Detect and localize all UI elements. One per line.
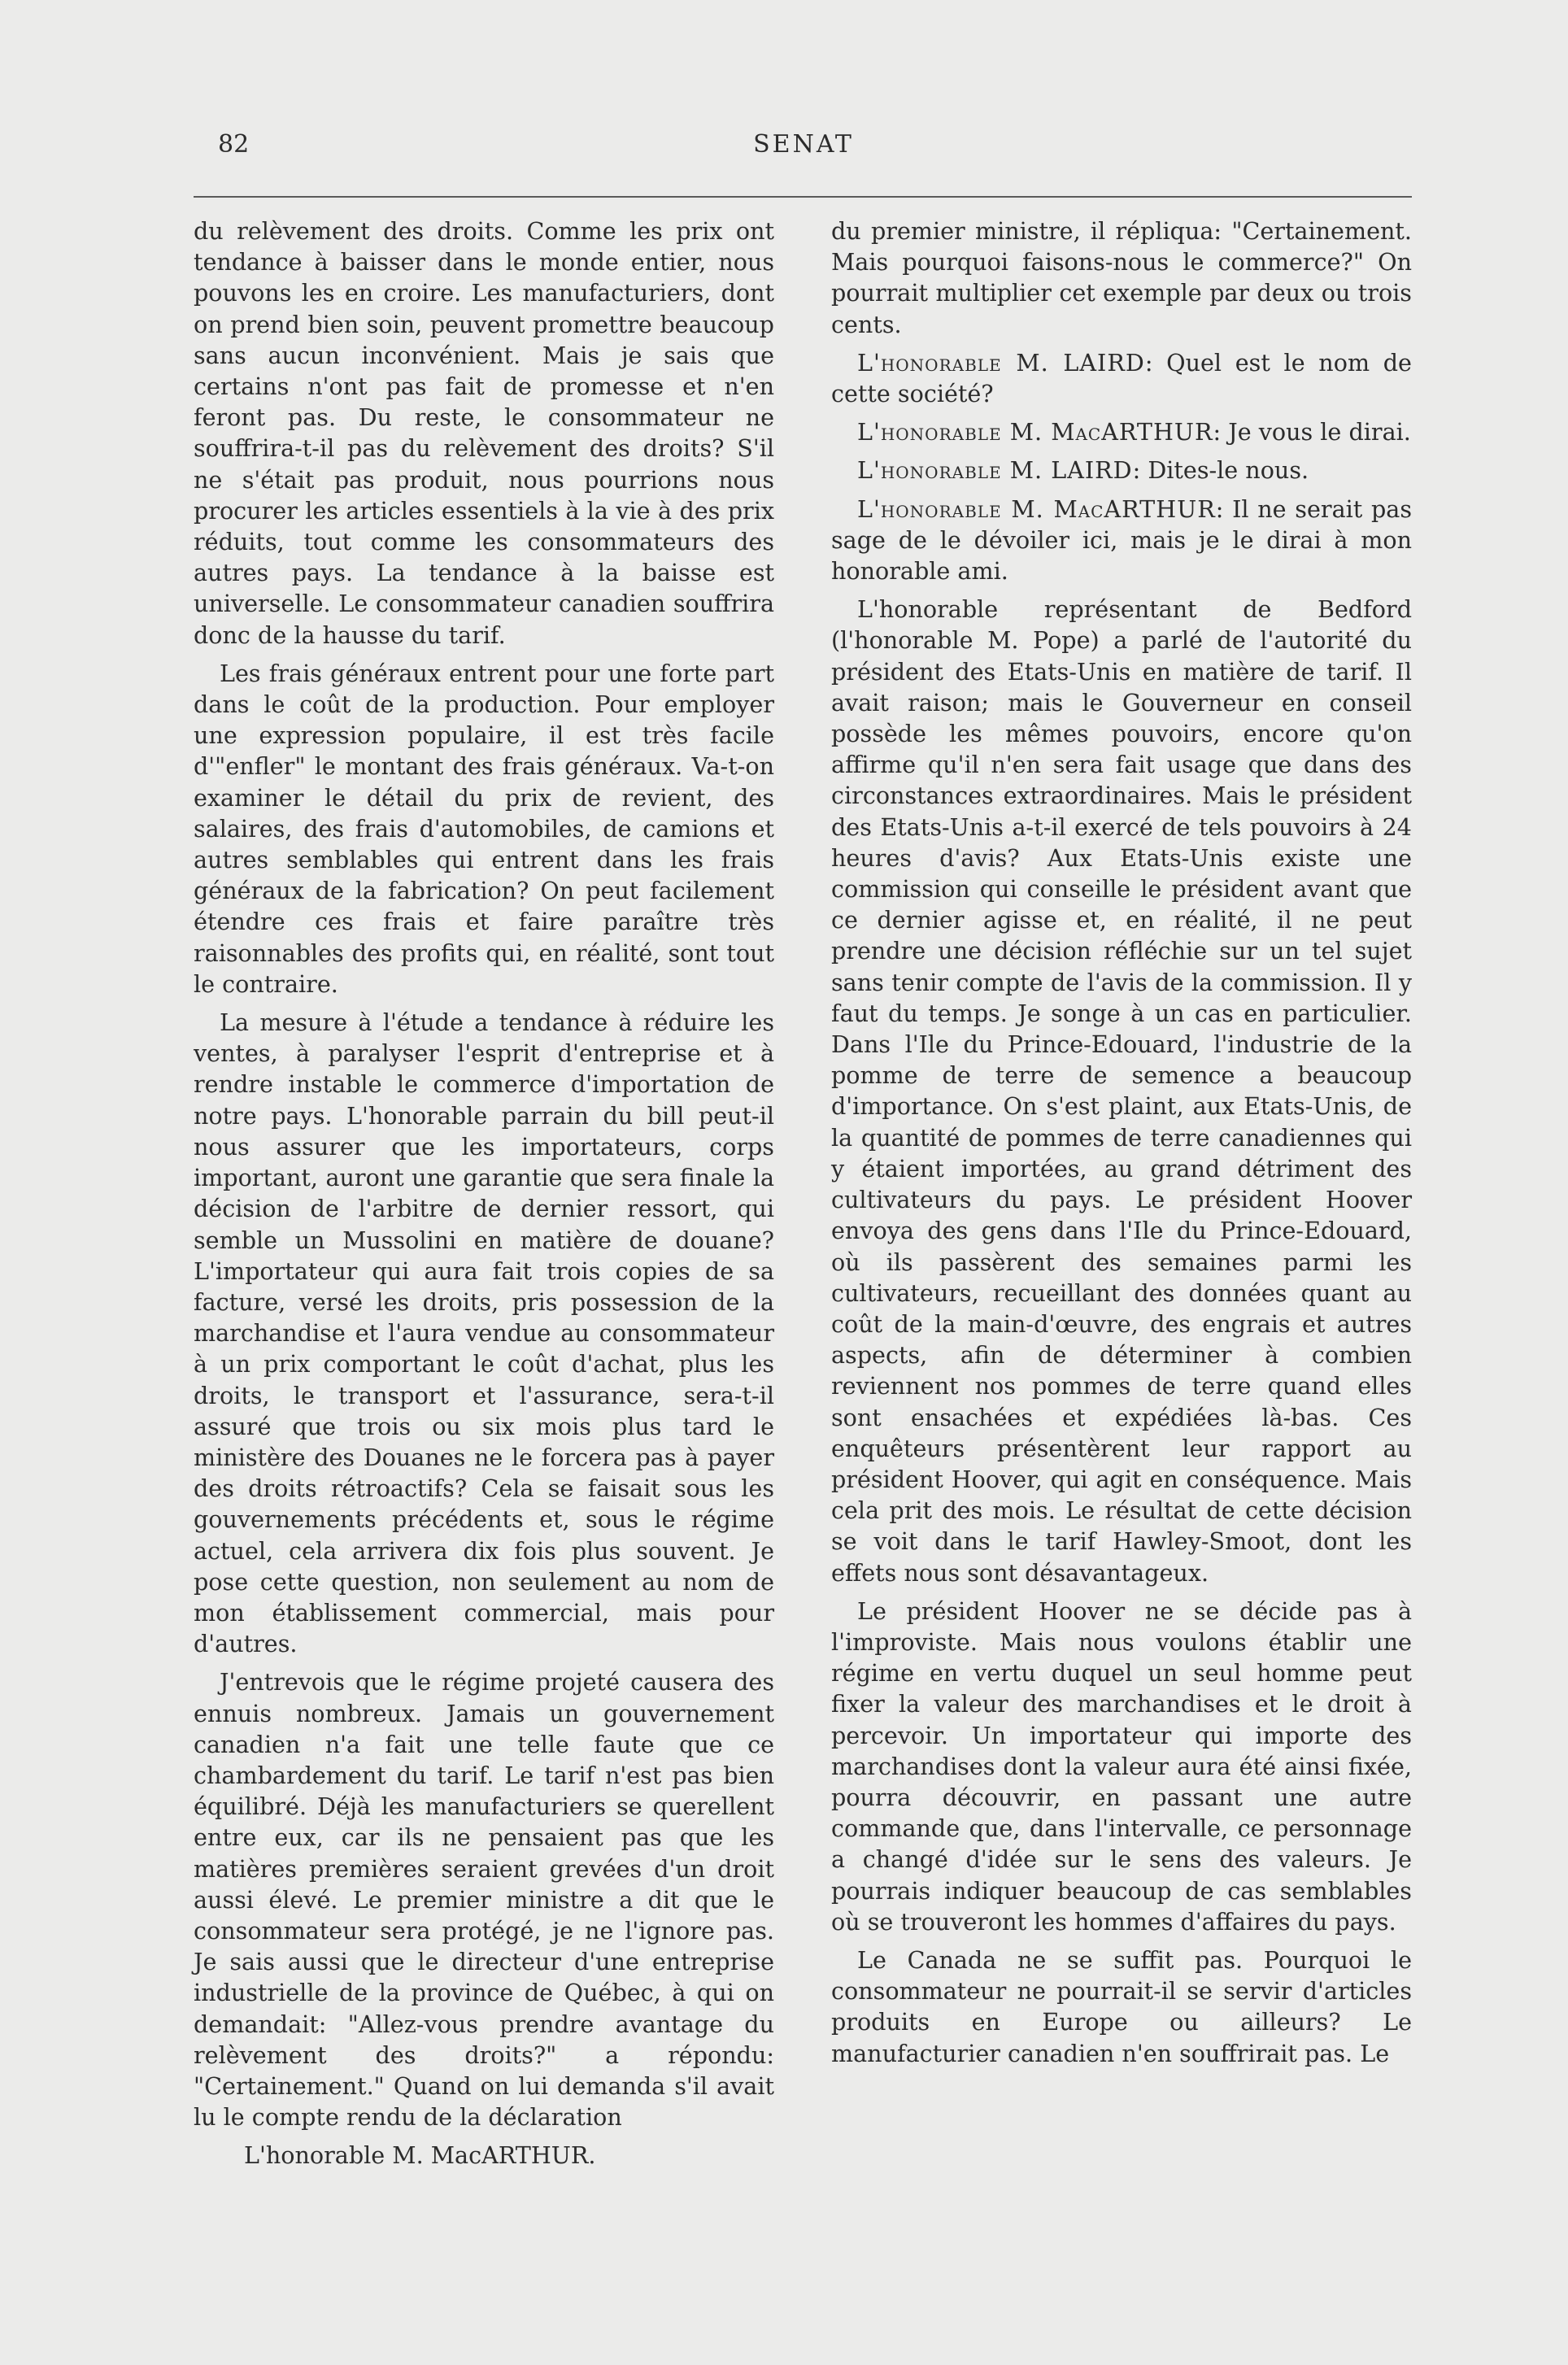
paragraph: Le Canada ne se suffit pas. Pourquoi le consommateur ne pourrait-il se servir d'articles produits en Europe ou ailleurs? Le manufacturier canadien n'en souffrirait pas. Le [831, 1945, 1412, 2067]
speech-text: : Je vous le dirai. [1213, 418, 1411, 446]
speech-paragraph [831, 494, 1412, 587]
catchword: L'honorable M. MacARTHUR. [244, 2141, 596, 2170]
speech-text: : Quel est le nom de cette société? [831, 348, 1412, 408]
paragraph: J'entrevois que le régime projeté causera des ennuis nombreux. Jamais un gouvernement canadien n'a fait une telle faute que ce chambardement du tarif. Le tarif n'est pas bien équilibré. Déjà les manufacturiers se querellent entre eux, car ils ne pensaient pas que les matières premières seraient grevées d'un droit aussi élevé. Le premier ministre a dit que le consommateur sera protégé, je ne l'ignore pas. Je sais aussi que le directeur d'une entreprise industrielle de la province de Québec, à qui on demandait: "Allez-vous prendre avantage du relèvement des droits?" a répondu: "Certainement." Quand on lui demanda s'il avait lu le compte rendu de la déclaration [194, 1668, 774, 2132]
paragraph: du premier ministre, il répliqua: "Certainement. Mais pourquoi faisons-nous le commerce?" On pourrait multiplier cet exemple par deux ou trois cents. [831, 217, 1412, 338]
header-rule [194, 196, 1412, 198]
paragraph: Les frais généraux entrent pour une forte part dans le coût de la production. Pour employer une expression populaire, il est très facile d'"enfler" le montant des frais généraux. Va-t-on examiner le détail du prix de revient, des salaires, des frais d'automobiles, de camions et autres semblables qui entrent dans les frais généraux de la fabrication? On peut facilement étendre ces frais et faire paraître très raisonnables des profits qui, en réalité, sont tout le contraire. [194, 659, 774, 998]
speech-paragraph [831, 347, 1412, 409]
speaker-name: L'honorable M. LAIRD [857, 456, 1133, 485]
right-column [831, 216, 1412, 2076]
speech-text: : Dites-le nous. [1132, 456, 1309, 485]
page-header [194, 130, 1413, 169]
speech-paragraph [831, 455, 1412, 486]
left-column [194, 216, 774, 2179]
page-number: 82 [218, 130, 250, 159]
speech-text: : Il ne serait pas sage de le dévoiler ici, mais je le dirai à mon honorable ami. [831, 494, 1412, 586]
running-title: SENAT [753, 130, 854, 159]
speaker-name: L'honorable M. LAIRD [857, 348, 1145, 377]
paragraph: La mesure à l'étude a tendance à réduire les ventes, à paralyser l'esprit d'entreprise et à rendre instable le commerce d'importation de notre pays. L'honorable parrain du bill peut-il nous assurer que les importateurs, corps important, auront une garantie que sera finale la décision de l'arbitre de dernier ressort, qui semble un Mussolini en matière de douane? L'importateur qui aura fait trois copies de sa facture, versé les droits, pris possession de la marchandise et l'aura vendue au consommateur à un prix comportant le coût d'achat, plus les droits, le transport et l'assurance, sera-t-il assuré que trois ou six mois plus tard le ministère des Douanes ne le forcera pas à payer des droits rétroactifs? Cela se faisait sous les gouvernements précédents et, sous le régime actuel, cela arrivera dix fois plus souvent. Je pose cette question, non seulement au nom de mon établissement commercial, mais pour d'autres. [194, 1008, 774, 1658]
speech-paragraph [831, 416, 1412, 447]
speaker-name: L'honorable M. MacARTHUR [857, 494, 1216, 523]
paragraph: du relèvement des droits. Comme les prix ont tendance à baisser dans le monde entier, nous pouvons les en croire. Les manufacturiers, dont on prend bien soin, peuvent promettre beaucoup sans aucun inconvénient. Mais je sais que certains n'ont pas fait de promesse et n'en feront pas. Du reste, le consommateur ne souffrira-t-il pas du relèvement des droits? S'il ne s'était pas produit, nous pourrions nous procurer les articles essentiels à la vie à des prix réduits, tout comme les consommateurs des autres pays. La tendance à la baisse est universelle. Le consommateur canadien souffrira donc de la hausse du tarif. [194, 217, 774, 649]
paragraph: Le président Hoover ne se décide pas à l'improviste. Mais nous voulons établir une régime en vertu duquel un seul homme peut fixer la valeur des marchandises et le droit à percevoir. Un importateur qui importe des marchandises dont la valeur aura été ainsi fixée, pourra découvrir, en passant une autre commande que, dans l'intervalle, ce personnage a changé d'idée sur le sens des valeurs. Je pourrais indiquer beaucoup de cas semblables où se trouveront les hommes d'affaires du pays. [831, 1596, 1412, 1936]
speaker-name: L'honorable M. MacARTHUR [857, 418, 1213, 446]
paragraph: L'honorable représentant de Bedford (l'honorable M. Pope) a parlé de l'autorité du président des Etats-Unis en matière de tarif. Il avait raison; mais le Gouverneur en conseil possède les mêmes pouvoirs, encore qu'on affirme qu'il n'en sera fait usage que dans des circonstances extraordinaires. Mais le président des Etats-Unis a-t-il exercé de tels pouvoirs à 24 heures d'avis? Aux Etats-Unis existe une commission qui conseille le président avant que ce dernier agisse et, en réalité, il ne peut prendre une décision réfléchie sur un tel sujet sans tenir compte de l'avis de la commission. Il y faut du temps. Je songe à un cas en particulier. Dans l'Ile du Prince-Edouard, l'industrie de la pomme de terre de semence a beaucoup d'importance. On s'est plaint, aux Etats-Unis, de la quantité de pommes de terre canadiennes qui y étaient importées, au grand détriment des cultivateurs du pays. Le président Hoover envoya des gens dans l'Ile du Prince-Edouard, où ils passèrent des semaines parmi les cultivateurs, recueillant des données quant au coût de la main-d'œuvre, des engrais et autres aspects, afin de déterminer à combien reviennent nos pommes de terre quand elles sont ensachées et expédiées là-bas. Ces enquêteurs présentèrent leur rapport au président Hoover, qui agit en conséquence. Mais cela prit des mois. Le résultat de cette décision se voit dans le tarif Hawley-Smoot, dont les effets nous sont désavantageux. [831, 595, 1412, 1587]
